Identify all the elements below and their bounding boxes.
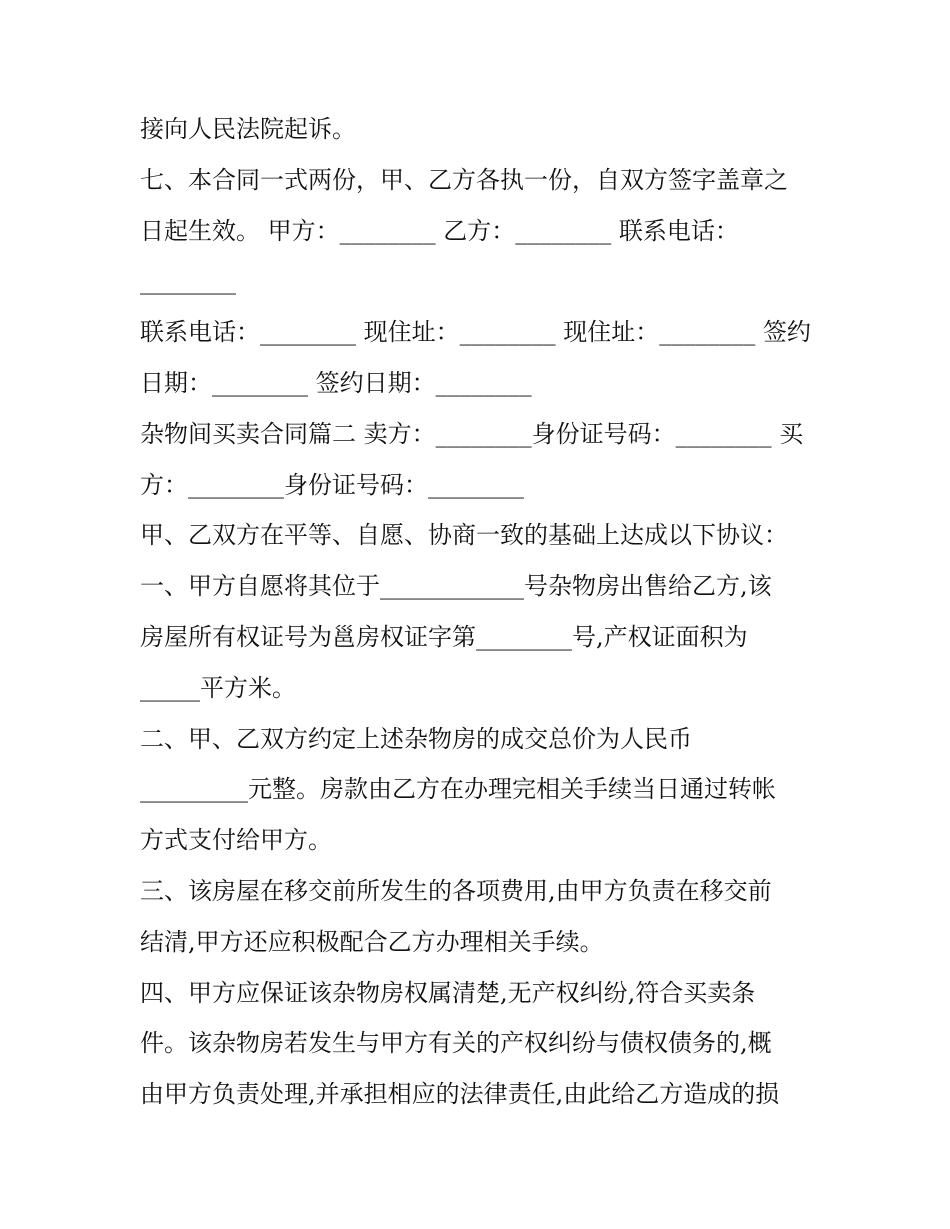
text-line: _____平方米。 [140, 673, 296, 702]
text-line: 七、本合同一式两份，甲、乙方各执一份，自双方签字盖章之 [140, 165, 788, 194]
text-line: ________ [140, 267, 236, 296]
text-line: 联系电话：________ 现住址：________ 现住址：________ 签约 [140, 318, 811, 347]
text-line: 接向人民法院起诉。 [140, 115, 356, 143]
document-body [140, 104, 820, 1120]
text-line: 方：________身份证号码：________ [140, 470, 524, 499]
text-line: 一、甲方自愿将其位于____________号杂物房出售给乙方,该 [140, 572, 772, 601]
text-line: 方式支付给甲方。 [140, 826, 332, 855]
text-line: 由甲方负责处理,并承担相应的法律责任,由此给乙方造成的损 [140, 1080, 780, 1109]
text-line: 甲、乙双方在平等、自愿、协商一致的基础上达成以下协议： [140, 521, 788, 550]
text-line: 三、该房屋在移交前所发生的各项费用,由甲方负责在移交前 [140, 876, 772, 905]
text-line: _________元整。房款由乙方在办理完相关手续当日通过转帐 [140, 775, 776, 804]
text-line: 结清,甲方还应积极配合乙方办理相关手续。 [140, 927, 604, 956]
text-line: 件。该杂物房若发生与甲方有关的产权纠纷与债权债务的,概 [140, 1029, 772, 1058]
text-line: 房屋所有权证号为邕房权证字第________号,产权证面积为 [140, 622, 748, 651]
text-line: 日起生效。 甲方：________ 乙方：________ 联系电话： [140, 216, 739, 245]
text-line: 杂物间买卖合同篇二 卖方：________身份证号码：________ 买 [140, 419, 804, 448]
text-line: 日期：________ 签约日期：________ [140, 368, 532, 397]
text-line: 四、甲方应保证该杂物房权属清楚,无产权纠纷,符合买卖条 [140, 978, 756, 1007]
text-line: 二、甲、乙双方约定上述杂物房的成交总价为人民币 [140, 724, 692, 753]
